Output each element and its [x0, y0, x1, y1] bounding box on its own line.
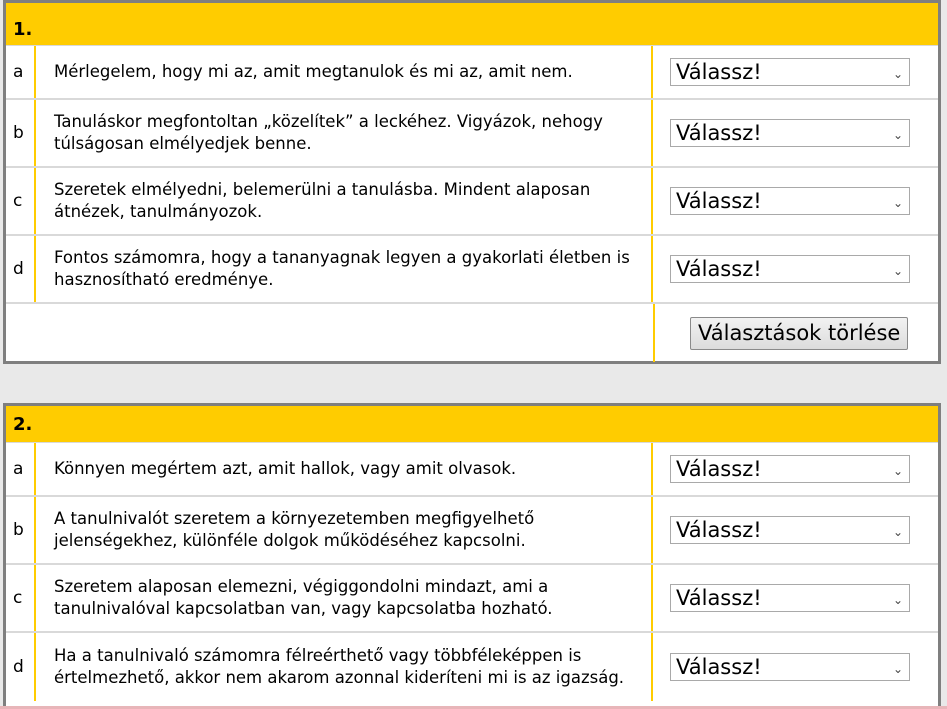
question-2-row-a — [6, 443, 938, 497]
question-1-row-b — [6, 100, 938, 168]
select-value: Válassz! — [676, 189, 762, 213]
rating-select[interactable] — [670, 516, 910, 544]
select-value: Válassz! — [676, 655, 762, 679]
row-statement: A tanulnivalót szeretem a környezetemben megfigyelhető jelenségekhez, különféle dolgok működéséhez kapcsolni. — [36, 497, 653, 563]
chevron-down-icon: ⌄ — [892, 67, 903, 81]
select-value: Válassz! — [676, 586, 762, 610]
question-1-row-c — [6, 168, 938, 236]
chevron-down-icon: ⌄ — [892, 593, 903, 607]
row-statement: Mérlegelem, hogy mi az, amit megtanulok és mi az, amit nem. — [36, 46, 653, 98]
question-2-number: 2. — [6, 406, 938, 443]
select-value: Válassz! — [676, 457, 762, 481]
chevron-down-icon: ⌄ — [892, 662, 903, 676]
question-1-actions — [6, 304, 938, 362]
question-1-row-d — [6, 236, 938, 304]
rating-select[interactable] — [670, 455, 910, 483]
question-2-row-b — [6, 497, 938, 565]
select-value: Válassz! — [676, 60, 762, 84]
rating-select[interactable] — [670, 119, 910, 147]
question-2-panel — [3, 403, 941, 707]
question-1-row-a — [6, 46, 938, 100]
clear-choices-button[interactable]: Választások törlése — [690, 317, 908, 350]
chevron-down-icon: ⌄ — [892, 525, 903, 539]
rating-select[interactable] — [670, 653, 910, 681]
row-letter: c — [6, 168, 36, 234]
row-statement: Fontos számomra, hogy a tananyagnak legyen a gyakorlati életben is hasznosítható eredménye. — [36, 236, 653, 302]
row-letter: b — [6, 497, 36, 563]
row-statement: Szeretek elmélyedni, belemerülni a tanulásba. Mindent alaposan átnézek, tanulmányozok. — [36, 168, 653, 234]
rating-select[interactable] — [670, 255, 910, 283]
row-statement: Ha a tanulnivaló számomra félreérthető vagy többféleképpen is értelmezhető, akkor nem akarom azonnal kideríteni mi is az igazság. — [36, 633, 653, 701]
question-2-row-c — [6, 565, 938, 633]
row-statement: Tanuláskor megfontoltan „közelítek” a leckéhez. Vigyázok, nehogy túlságosan elmélyedjek benne. — [36, 100, 653, 166]
select-value: Válassz! — [676, 121, 762, 145]
rating-select[interactable] — [670, 584, 910, 612]
row-letter: a — [6, 46, 36, 98]
chevron-down-icon: ⌄ — [892, 128, 903, 142]
chevron-down-icon: ⌄ — [892, 196, 903, 210]
chevron-down-icon: ⌄ — [892, 264, 903, 278]
row-statement: Szeretem alaposan elemezni, végiggondolni mindazt, ami a tanulnivalóval kapcsolatban van, vagy kapcsolatba hozható. — [36, 565, 653, 631]
row-letter: c — [6, 565, 36, 631]
chevron-down-icon: ⌄ — [892, 464, 903, 478]
select-value: Válassz! — [676, 257, 762, 281]
row-letter: b — [6, 100, 36, 166]
question-1-number: 1. — [6, 3, 938, 46]
question-2-row-d — [6, 633, 938, 701]
rating-select[interactable] — [670, 58, 910, 86]
row-letter: d — [6, 236, 36, 302]
row-letter: a — [6, 443, 36, 495]
select-value: Válassz! — [676, 518, 762, 542]
row-letter: d — [6, 633, 36, 701]
question-1-panel — [3, 0, 941, 364]
rating-select[interactable] — [670, 187, 910, 215]
row-statement: Könnyen megértem azt, amit hallok, vagy amit olvasok. — [36, 443, 653, 495]
